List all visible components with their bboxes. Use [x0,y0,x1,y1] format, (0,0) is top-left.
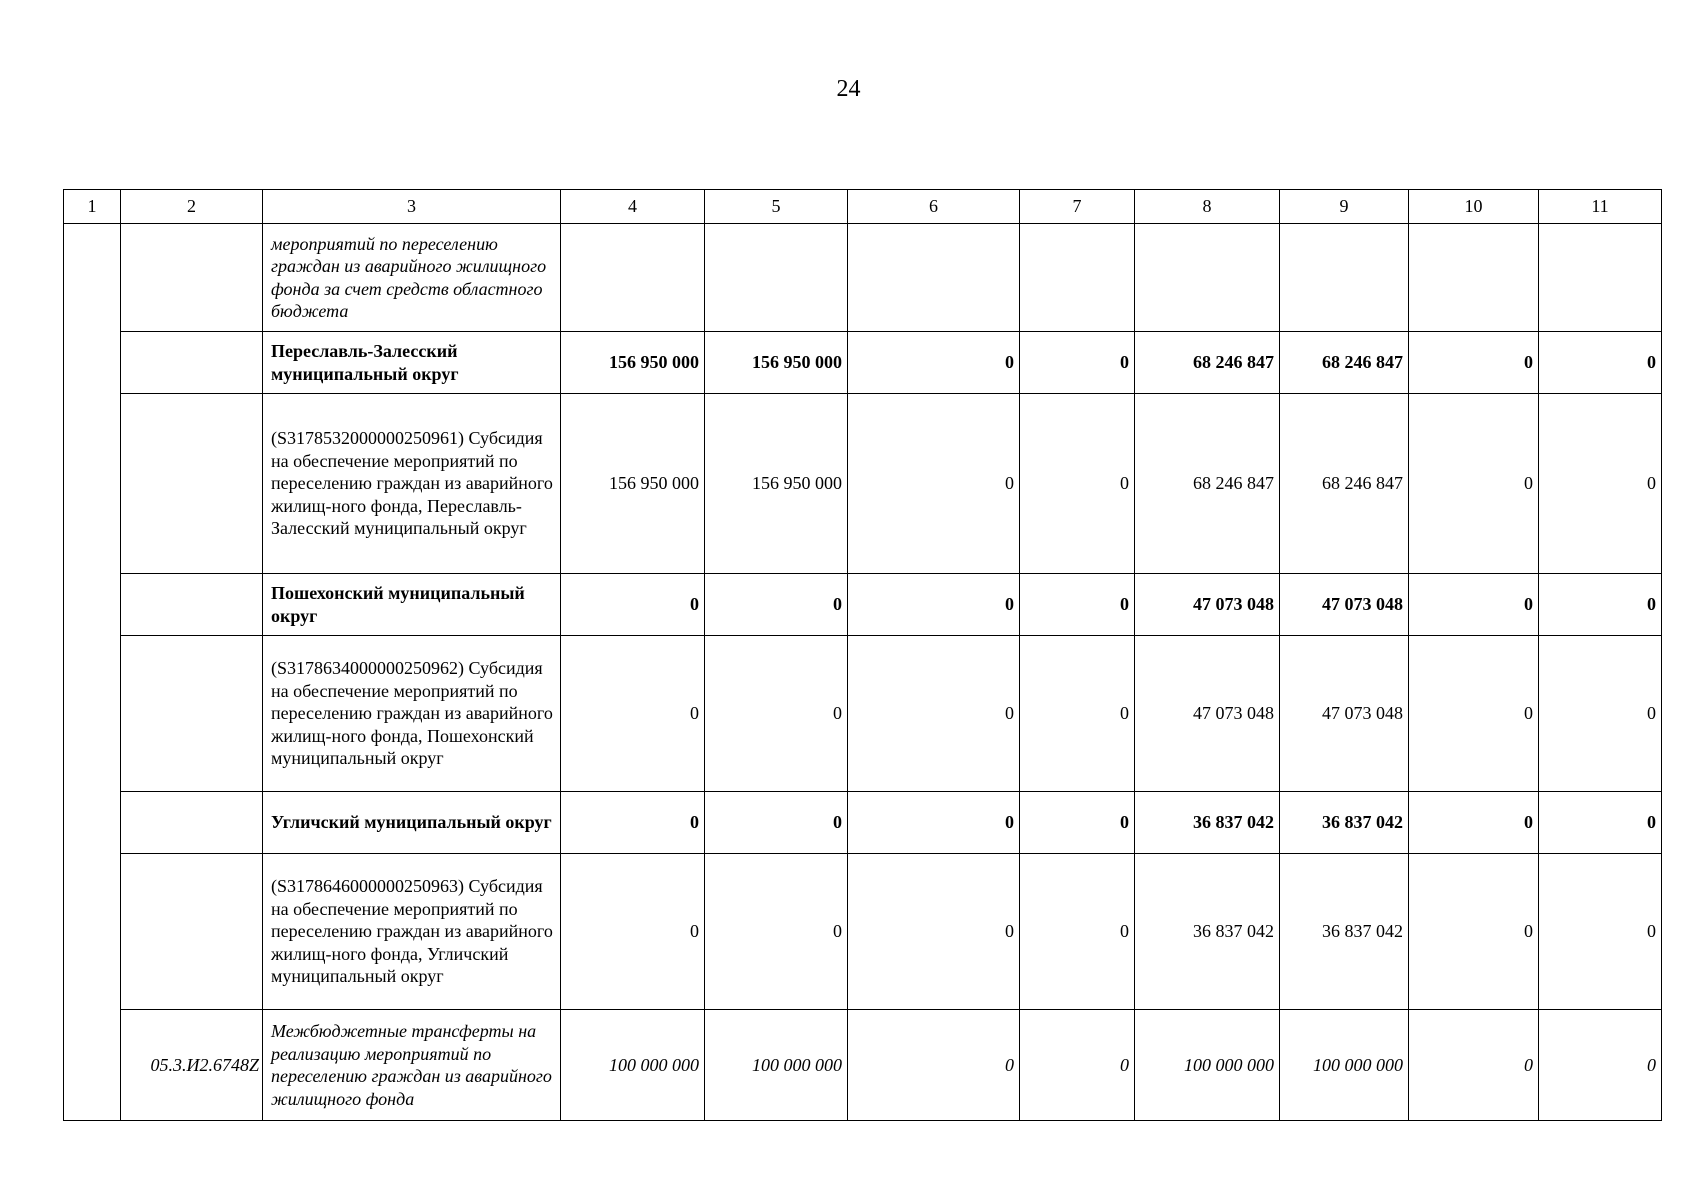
value-cell-col-7: 0 [1020,854,1135,1010]
value-cell-col-9: 68 246 847 [1280,394,1409,574]
value-cell-col-8: 47 073 048 [1135,574,1280,636]
code-cell [121,574,263,636]
value-cell-col-8: 68 246 847 [1135,394,1280,574]
code-cell [121,224,263,332]
row-number-cell [64,224,121,1121]
table-row [64,332,1662,394]
value-cell-col-7: 0 [1020,394,1135,574]
column-header-10: 10 [1409,190,1539,224]
column-header-6: 6 [848,190,1020,224]
value-cell-col-7 [1020,224,1135,332]
value-cell-col-11: 0 [1539,574,1662,636]
code-cell [121,332,263,394]
table-row [64,574,1662,636]
column-header-2: 2 [121,190,263,224]
value-cell-col-10: 0 [1409,1010,1539,1121]
column-header-5: 5 [705,190,848,224]
value-cell-col-10: 0 [1409,636,1539,792]
description-cell: Переславль-Залесский муниципальный округ [263,332,561,394]
page-number: 24 [836,76,861,102]
value-cell-col-5: 0 [705,636,848,792]
value-cell-col-4: 0 [561,792,705,854]
code-cell [121,636,263,792]
column-header-7: 7 [1020,190,1135,224]
value-cell-col-11: 0 [1539,394,1662,574]
value-cell-col-11: 0 [1539,332,1662,394]
value-cell-col-8 [1135,224,1280,332]
value-cell-col-4: 0 [561,636,705,792]
value-cell-col-8: 36 837 042 [1135,854,1280,1010]
value-cell-col-9: 68 246 847 [1280,332,1409,394]
value-cell-col-5: 0 [705,574,848,636]
value-cell-col-9 [1280,224,1409,332]
table-row [64,394,1662,574]
value-cell-col-10: 0 [1409,792,1539,854]
value-cell-col-7: 0 [1020,636,1135,792]
value-cell-col-11: 0 [1539,1010,1662,1121]
value-cell-col-6: 0 [848,792,1020,854]
value-cell-col-4: 0 [561,854,705,1010]
value-cell-col-5: 0 [705,792,848,854]
table-body [64,224,1662,1121]
column-header-9: 9 [1280,190,1409,224]
value-cell-col-6: 0 [848,332,1020,394]
table-row [64,854,1662,1010]
value-cell-col-6: 0 [848,1010,1020,1121]
value-cell-col-5: 156 950 000 [705,394,848,574]
description-cell: (S3178646000000250963) Субсидия на обеспечение мероприятий по переселению граждан из аварийного жилищ-ного фонда, Угличский муниципальный округ [263,854,561,1010]
value-cell-col-8: 47 073 048 [1135,636,1280,792]
value-cell-col-9: 47 073 048 [1280,574,1409,636]
value-cell-col-4: 156 950 000 [561,332,705,394]
table-row [64,1010,1662,1121]
table-row [64,636,1662,792]
code-cell [121,394,263,574]
value-cell-col-7: 0 [1020,792,1135,854]
value-cell-col-8: 68 246 847 [1135,332,1280,394]
value-cell-col-10 [1409,224,1539,332]
value-cell-col-5: 0 [705,854,848,1010]
value-cell-col-9: 36 837 042 [1280,854,1409,1010]
column-header-11: 11 [1539,190,1662,224]
description-cell: Пошехонский муниципальный округ [263,574,561,636]
header-row [64,190,1662,224]
column-header-4: 4 [561,190,705,224]
value-cell-col-8: 36 837 042 [1135,792,1280,854]
column-header-1: 1 [64,190,121,224]
value-cell-col-7: 0 [1020,574,1135,636]
value-cell-col-11: 0 [1539,854,1662,1010]
description-cell: (S3178634000000250962) Субсидия на обеспечение мероприятий по переселению граждан из аварийного жилищ-ного фонда, Пошехонский муниципальный округ [263,636,561,792]
value-cell-col-11 [1539,224,1662,332]
value-cell-col-4: 100 000 000 [561,1010,705,1121]
value-cell-col-6: 0 [848,854,1020,1010]
column-header-8: 8 [1135,190,1280,224]
value-cell-col-5: 100 000 000 [705,1010,848,1121]
code-cell [121,792,263,854]
value-cell-col-9: 47 073 048 [1280,636,1409,792]
value-cell-col-10: 0 [1409,332,1539,394]
value-cell-col-4 [561,224,705,332]
description-cell: мероприятий по переселению граждан из аварийного жилищного фонда за счет средств областного бюджета [263,224,561,332]
value-cell-col-11: 0 [1539,792,1662,854]
code-cell: 05.3.И2.6748Z [121,1010,263,1121]
value-cell-col-10: 0 [1409,394,1539,574]
value-cell-col-7: 0 [1020,1010,1135,1121]
value-cell-col-10: 0 [1409,854,1539,1010]
value-cell-col-5: 156 950 000 [705,332,848,394]
description-cell: Угличский муниципальный округ [263,792,561,854]
budget-table [63,189,1662,1121]
value-cell-col-9: 36 837 042 [1280,792,1409,854]
value-cell-col-8: 100 000 000 [1135,1010,1280,1121]
description-cell: (S3178532000000250961) Субсидия на обеспечение мероприятий по переселению граждан из аварийного жилищ-ного фонда, Переславль-Залесский муниципальный округ [263,394,561,574]
value-cell-col-11: 0 [1539,636,1662,792]
value-cell-col-7: 0 [1020,332,1135,394]
code-cell [121,854,263,1010]
value-cell-col-4: 0 [561,574,705,636]
table-row [64,224,1662,332]
column-header-3: 3 [263,190,561,224]
value-cell-col-6: 0 [848,574,1020,636]
value-cell-col-5 [705,224,848,332]
value-cell-col-6: 0 [848,636,1020,792]
value-cell-col-10: 0 [1409,574,1539,636]
description-cell: Межбюджетные трансферты на реализацию мероприятий по переселению граждан из аварийного жилищного фонда [263,1010,561,1121]
value-cell-col-4: 156 950 000 [561,394,705,574]
value-cell-col-9: 100 000 000 [1280,1010,1409,1121]
value-cell-col-6 [848,224,1020,332]
value-cell-col-6: 0 [848,394,1020,574]
table-row [64,792,1662,854]
